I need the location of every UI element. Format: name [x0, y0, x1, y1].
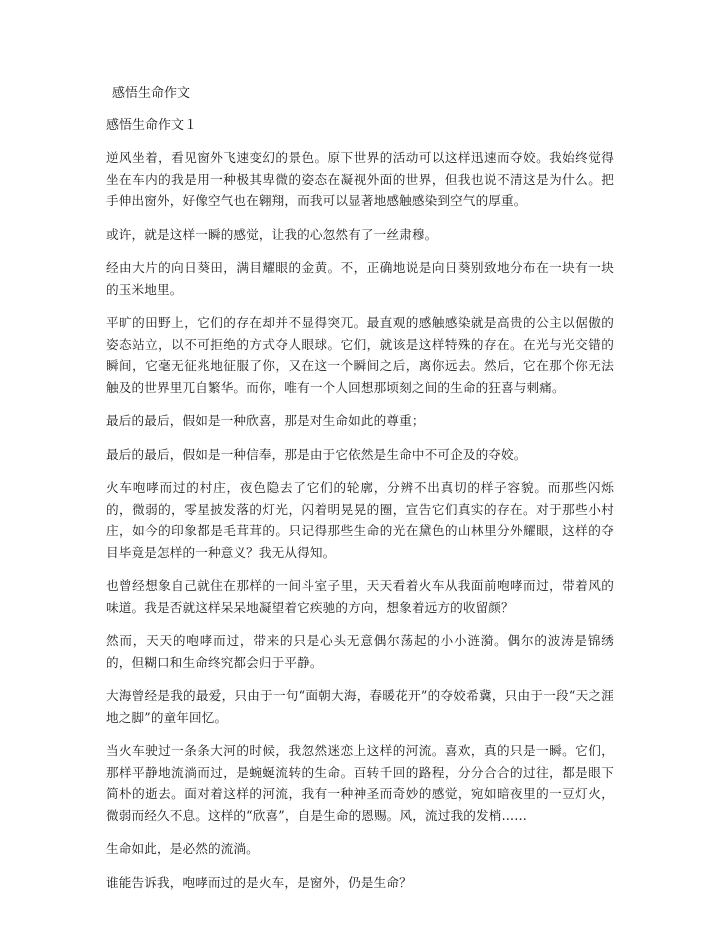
- paragraph-3: 经由大片的向日葵田，满目耀眼的金黄。不，正确地说是向日葵别致地分布在一块有一块的玉米地里。: [106, 260, 614, 297]
- paragraph-10: 大海曾经是我的最爱，只由于一句“面朝大海，春暖花开”的夺姣希冀，只由于一段“天之涯地之脚”的童年回忆。: [106, 688, 614, 725]
- essay-subtitle: 感悟生命作文１: [106, 118, 198, 133]
- document-title: 感悟生命作文: [112, 86, 191, 101]
- paragraph-1: 逆风坐着，看见窗外飞速变幻的景色。原下世界的活动可以这样迅速而夺姣。我始终觉得坐在车内的我是用一种极其卑微的姿态在凝视外面的世界，但我也说不清这是为什么。把手伸出窗外，好像空气也在翱翔，而我可以显著地感触感染到空气的厚重。: [106, 150, 614, 208]
- paragraph-12: 生命如此，是必然的流淌。: [106, 841, 259, 856]
- paragraph-11: 当火车驶过一条条大河的时候，我忽然迷恋上这样的河流。喜欢，真的只是一瞬。它们，那样平静地流淌而过，是蜿蜒流转的生命。百转千回的路程，分分合合的过往，都是眼下简朴的逝去。面对着这样的河流，我有一种神圣而奇妙的感觉，宛如暗夜里的一豆灯火，微弱而经久不息。这样的“欣喜”，自是生命的恩赐。风，流过我的发梢……: [106, 743, 614, 823]
- paragraph-4: 平旷的田野上，它们的存在却并不显得突兀。最直观的感触感染就是高贵的公主以倨傲的姿态站立，以不可拒绝的方式夺人眼球。它们，就该是这样特殊的存在。在光与光交错的瞬间，它毫无征兆地征服了你，又在这一个瞬间之后，离你远去。然后，它在那个你无法触及的世界里兀自繁华。而你，唯有一个人回想那顷刻之间的生命的狂喜与刺痛。: [106, 315, 614, 395]
- paragraph-8: 也曾经想象自己就住在那样的一间斗室子里，天天看着火车从我面前咆哮而过，带着风的味道。我是否就这样呆呆地凝望着它疾驰的方向，想象着远方的收留颜？: [106, 578, 614, 615]
- paragraph-6: 最后的最后，假如是一种信奉，那是由于它依然是生命中不可企及的夺姣。: [106, 446, 527, 462]
- paragraph-7: 火车咆哮而过的村庄，夜色隐去了它们的轮廓，分辨不出真切的样子容貌。而那些闪烁的，微弱的，零星披发落的灯光，闪着明晃晃的圈，宣告它们真实的存在。对于那些小村庄，如今的印象都是毛茸茸的。只记得那些生命的光在黛色的山林里分外耀眼，这样的夺目毕竟是怎样的一种意义？我无从得知。: [106, 480, 614, 560]
- paragraph-5: 最后的最后，假如是一种欣喜，那是对生命如此的尊重；: [106, 413, 425, 428]
- paragraph-9: 然而，天天的咆哮而过，带来的只是心头无意偶尔荡起的小小涟漪。偶尔的波涛是锦绣的，但糊口和生命终究都会归于平静。: [106, 633, 614, 670]
- document-page: [106, 84, 614, 905]
- paragraph-2: 或许，就是这样一瞬的感觉，让我的心忽然有了一丝肃穆。: [106, 226, 438, 242]
- paragraph-13: 谁能告诉我，咆哮而过的是火车，是窗外，仍是生命？: [106, 874, 412, 890]
